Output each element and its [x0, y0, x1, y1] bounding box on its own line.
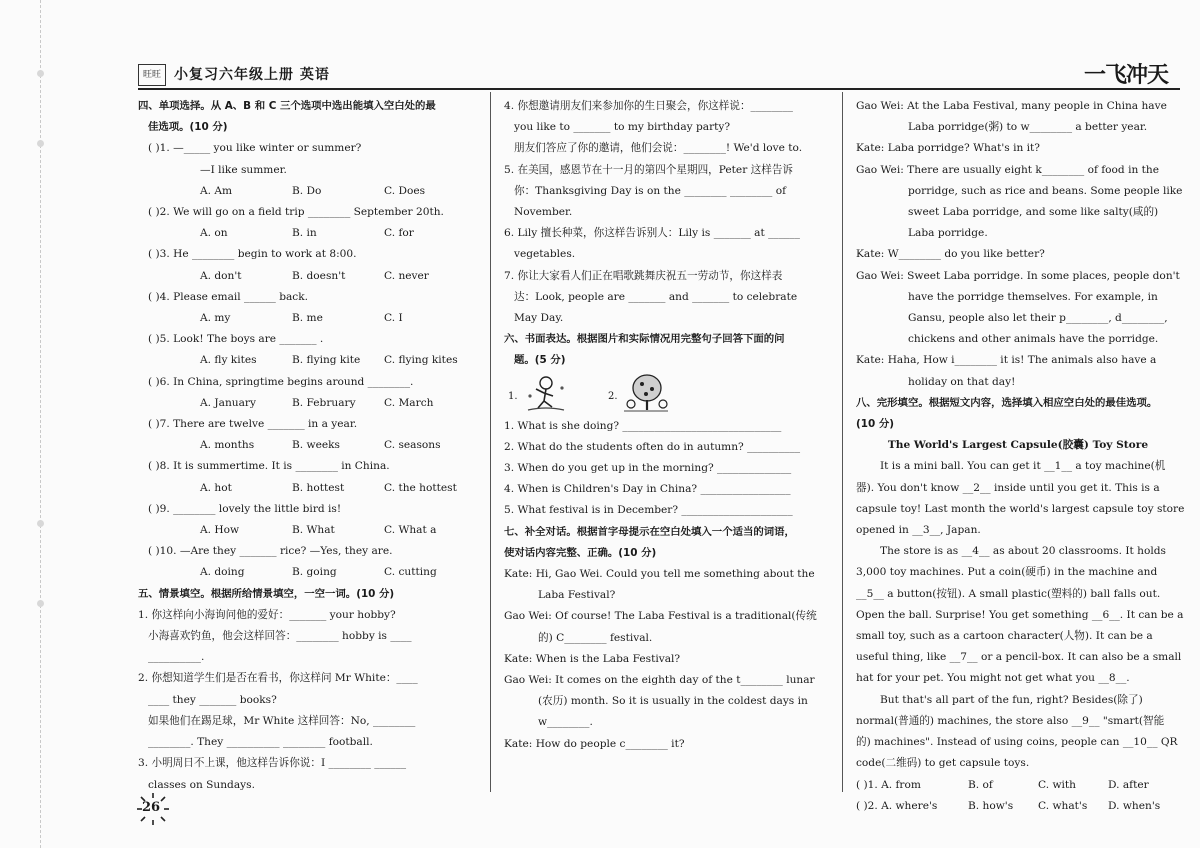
question-text: Kate: W________ do you like better? — [856, 248, 1045, 261]
question-text: ( )1. —_____ you like winter or summer? — [148, 142, 362, 155]
question-text: 器). You don't know __2__ inside until you get it. This is a — [856, 481, 1160, 494]
answer-option: C. never — [384, 269, 429, 282]
question-text: sweet Laba porridge, and some like salty(咸的) — [908, 206, 1159, 219]
question-text: Gansu, people also let their p________, d________, — [908, 312, 1168, 325]
answer-options — [856, 796, 1180, 817]
answer-option: C. March — [384, 396, 434, 409]
answer-option: C. the hottest — [384, 481, 457, 494]
question-text: ________. They __________ ________ football. — [148, 736, 373, 749]
binding-margin — [40, 0, 61, 848]
answer-options — [138, 393, 478, 414]
question-text: 4. 你想邀请朋友们来参加你的生日聚会，你这样说：________ — [504, 100, 793, 112]
answer-option: A. on — [200, 227, 228, 240]
question-text: capsule toy! Last month the world's largest capsule toy store — [856, 502, 1185, 515]
answer-option: ( )1. A. from — [856, 778, 921, 791]
question-text: vegetables. — [514, 248, 576, 261]
question-text: ( )10. —Are they _______ rice? —Yes, they are. — [148, 545, 393, 558]
answer-options — [138, 308, 478, 329]
question-text: ( )2. We will go on a field trip ________ September 20th. — [148, 206, 444, 219]
question-text: November. — [514, 206, 573, 219]
page-number: 26 — [142, 800, 161, 815]
answer-options — [138, 478, 478, 499]
answer-option: B. February — [292, 396, 356, 409]
question-text: 4. When is Children's Day in China? _________________ — [504, 483, 791, 496]
question-text: ( )7. There are twelve _______ in a year. — [148, 418, 358, 431]
answer-option: D. when's — [1108, 799, 1161, 812]
picture-row — [504, 372, 828, 416]
book-title: 小复习六年级上册 英语 — [174, 67, 330, 83]
answer-option: B. flying kite — [292, 354, 361, 367]
column-divider — [842, 92, 843, 792]
question-text: It is a mini ball. You can get it __1__ a toy machine(机 — [880, 460, 1166, 473]
question-text: porridge, such as rice and beans. Some people like — [908, 184, 1183, 197]
answer-option: C. what's — [1038, 799, 1088, 812]
binding-hole — [37, 140, 44, 147]
picture-number: 1. — [508, 390, 518, 402]
question-text: 你：Thanksgiving Day is on the ________ ________ of — [514, 184, 787, 197]
question-text: 的) C________ festival. — [538, 631, 653, 644]
question-text: Gao Wei: Of course! The Laba Festival is a traditional(传统 — [504, 610, 817, 623]
question-text: 的) machines". Instead of using coins, people can __10__ QR — [856, 736, 1178, 749]
section-heading: 四、单项选择。从 A、B 和 C 三个选项中选出能填入空白处的最 — [138, 100, 436, 112]
question-text: classes on Sundays. — [148, 778, 255, 791]
question-text: w________. — [538, 716, 593, 729]
question-text: 如果他们在踢足球，Mr White 这样回答：No, ________ — [148, 714, 416, 727]
column-divider — [490, 92, 491, 792]
question-text: 5. 在美国，感恩节在十一月的第四个星期四，Peter 这样告诉 — [504, 163, 794, 176]
answer-option: B. Do — [292, 184, 322, 197]
question-text: small toy, such as a cartoon character(人物). It can be a — [856, 630, 1153, 643]
question-text: May Day. — [514, 312, 564, 325]
answer-option: B. weeks — [292, 439, 340, 452]
answer-option: A. Am — [200, 184, 233, 197]
question-text: have the porridge themselves. For example, in — [908, 290, 1158, 303]
question-text: code(二维码) to get capsule toys. — [856, 757, 1030, 770]
answer-options — [138, 266, 478, 287]
question-text: ( )9. ________ lovely the little bird is! — [148, 502, 342, 515]
question-text: Gao Wei: It comes on the eighth day of the t________ lunar — [504, 674, 815, 687]
section-heading: 题。(5 分) — [514, 354, 566, 367]
question-text: 朋友们答应了你的邀请，他们会说：________! We'd love to. — [514, 142, 803, 155]
question-text: ( )8. It is summertime. It is ________ in China. — [148, 460, 390, 473]
question-text: Gao Wei: There are usually eight k________ of food in the — [856, 163, 1160, 176]
answer-option: C. seasons — [384, 439, 441, 452]
binding-hole — [37, 70, 44, 77]
picture-number: 2. — [608, 390, 618, 402]
question-text: Laba porridge(粥) to w________ a better year. — [908, 121, 1148, 134]
answer-option: B. in — [292, 227, 317, 240]
column-left — [138, 96, 478, 796]
question-text: 2. 你想知道学生们是否在看书，你这样问 Mr White：____ — [138, 672, 418, 685]
section-heading: (10 分) — [856, 418, 894, 431]
section-heading: 八、完形填空。根据短文内容，选择填入相应空白处的最佳选项。 — [856, 396, 1158, 409]
header-rule — [138, 88, 1180, 90]
question-text: Gao Wei: At the Laba Festival, many people in China have — [856, 100, 1167, 112]
question-text: ( )6. In China, springtime begins around ________. — [148, 375, 414, 388]
question-text: chickens and other animals have the porridge. — [908, 333, 1159, 346]
answer-options — [138, 350, 478, 371]
question-text: 达：Look, people are _______ and _______ to celebrate — [514, 290, 798, 303]
answer-options — [138, 520, 478, 541]
question-text: But that's all part of the fun, right? Besides(除了) — [880, 693, 1143, 706]
answer-options — [856, 775, 1180, 796]
question-text: Gao Wei: Sweet Laba porridge. In some places, people don't — [856, 269, 1180, 282]
answer-option: B. how's — [968, 799, 1014, 812]
passage-title: The World's Largest Capsule(胶囊) Toy Store — [887, 439, 1149, 452]
answer-option: C. cutting — [384, 566, 437, 579]
answer-option: B. going — [292, 566, 337, 579]
binding-hole — [37, 600, 44, 607]
question-text: Kate: When is the Laba Festival? — [504, 652, 681, 665]
question-text: Open the ball. Surprise! You get something __6__. It can be a — [856, 608, 1184, 621]
section-heading: 七、补全对话。根据首字母提示在空白处填入一个适当的词语， — [504, 525, 795, 538]
answer-options — [138, 223, 478, 244]
question-text: Kate: Haha, How i________ it is! The animals also have a — [856, 354, 1157, 367]
tree-picking-picture — [622, 374, 670, 414]
question-text: 7. 你让大家看人们正在唱歌跳舞庆祝五一劳动节，你这样表 — [504, 269, 783, 282]
question-text: 小海喜欢钓鱼，他会这样回答：________ hobby is ____ — [148, 630, 412, 643]
answer-options — [138, 435, 478, 456]
section-heading: 五、情景填空。根据所给情景填空，一空一词。(10 分) — [138, 587, 395, 600]
column-right — [856, 96, 1185, 817]
answer-option: A. my — [200, 312, 231, 325]
answer-option: A. hot — [200, 481, 232, 494]
question-text: 3,000 toy machines. Put a coin(硬币) in the machine and — [856, 566, 1158, 579]
answer-option: C. flying kites — [384, 354, 458, 367]
question-text: 2. What do the students often do in autumn? __________ — [504, 440, 801, 453]
answer-options — [138, 181, 478, 202]
question-text: holiday on that day! — [908, 375, 1016, 388]
answer-option: A. months — [200, 439, 255, 452]
brand-logo: 一飞冲天 — [1083, 63, 1168, 88]
section-heading: 佳选项。(10 分) — [148, 121, 228, 134]
question-text: 1. 你这样向小海询问他的爱好：_______ your hobby? — [138, 608, 396, 621]
girl-skating-picture — [522, 374, 570, 414]
question-text: ( )5. Look! The boys are _______ . — [148, 333, 324, 346]
question-text: Kate: Laba porridge? What's in it? — [856, 142, 1040, 155]
question-text: Kate: Hi, Gao Wei. Could you tell me something about the — [504, 568, 815, 581]
question-text: Kate: How do people c________ it? — [504, 737, 685, 750]
publisher-logo: 旺旺 — [138, 64, 166, 86]
question-text: ( )3. He ________ begin to work at 8:00. — [148, 248, 357, 261]
answer-option: B. What — [292, 524, 335, 537]
answer-option: B. hottest — [292, 481, 345, 494]
question-text: Laba porridge. — [908, 227, 988, 240]
answer-option: ( )2. A. where's — [856, 799, 938, 812]
question-text: hat for your pet. You might not get what you __8__. — [856, 672, 1130, 685]
column-middle — [504, 96, 828, 755]
question-text: (农历) month. So it is usually in the coldest days in — [538, 695, 808, 708]
answer-option: D. after — [1108, 778, 1149, 791]
question-text: 3. When do you get up in the morning? ______________ — [504, 462, 792, 475]
question-text: normal(普通的) machines, the store also __9__ "smart(智能 — [856, 714, 1165, 727]
page-header — [138, 62, 1180, 88]
answer-option: A. don't — [200, 269, 242, 282]
answer-option: C. I — [384, 312, 403, 325]
answer-option: C. Does — [384, 184, 426, 197]
answer-option: B. doesn't — [292, 269, 346, 282]
answer-option: C. What a — [384, 524, 437, 537]
question-text: __________. — [148, 651, 205, 664]
question-text: __5__ a button(按钮). A small plastic(塑料的) ball falls out. — [856, 587, 1161, 600]
answer-option: C. for — [384, 227, 414, 240]
section-heading: 使对话内容完整、正确。(10 分) — [504, 546, 657, 559]
answer-option: A. January — [200, 396, 256, 409]
answer-option: C. with — [1038, 778, 1076, 791]
question-text: 1. What is she doing? ______________________________ — [504, 419, 782, 432]
question-text: 3. 小明周日不上课，他这样告诉你说：I ________ ______ — [138, 757, 407, 770]
answer-option: A. doing — [200, 566, 245, 579]
question-text: opened in __3__, Japan. — [856, 524, 981, 537]
answer-option: A. fly kites — [200, 354, 257, 367]
question-text: Laba Festival? — [538, 589, 616, 602]
question-text: 6. Lily 擅长种菜，你这样告诉别人：Lily is _______ at ______ — [504, 227, 800, 240]
question-text: useful thing, like __7__ or a pencil-box. It can also be a small — [856, 651, 1182, 664]
question-text: The store is as __4__ as about 20 classrooms. It holds — [880, 545, 1166, 558]
answer-option: B. of — [968, 778, 993, 791]
answer-option: B. me — [292, 312, 323, 325]
question-text: —I like summer. — [200, 163, 287, 176]
question-text: you like to _______ to my birthday party? — [514, 121, 731, 134]
binding-hole — [37, 520, 44, 527]
question-text: ____ they _______ books? — [148, 693, 277, 706]
answer-option: A. How — [200, 524, 240, 537]
question-text: ( )4. Please email ______ back. — [148, 290, 309, 303]
answer-options — [138, 562, 478, 583]
section-heading: 六、书面表达。根据图片和实际情况用完整句子回答下面的问 — [504, 333, 785, 346]
question-text: 5. What festival is in December? _____________________ — [504, 504, 793, 517]
